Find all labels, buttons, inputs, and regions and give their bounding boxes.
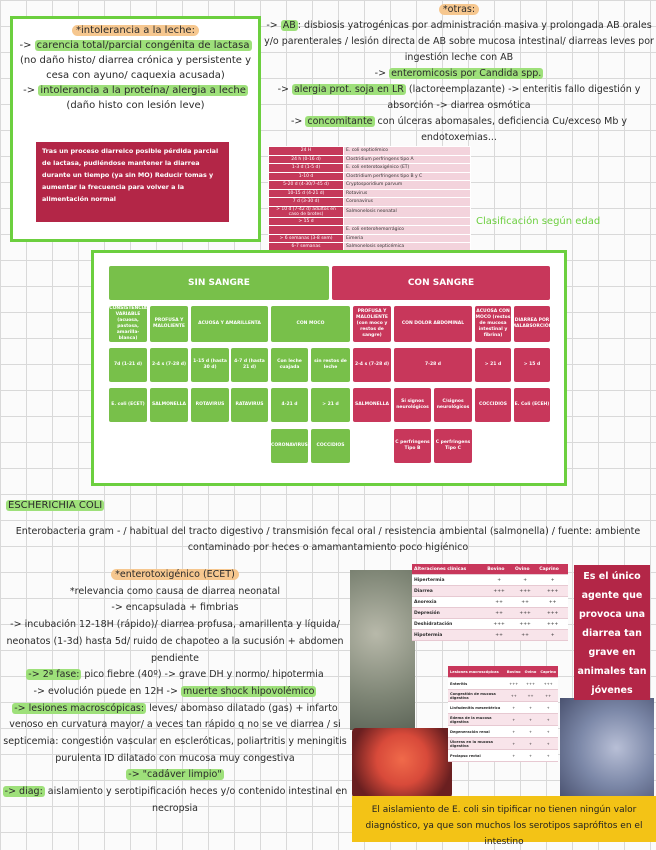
ecoli-description: Enterobacteria gram - / habitual del tracto digestivo / transmisión fecal oral / resistencia ambiental (salmonella) / fuente: ambiente contaminado por heces o amamantamiento poco higiénico xyxy=(15,526,641,553)
agent-name: Clostridium perfringens tipo A xyxy=(344,155,471,164)
g4-1: CORONAVIRUS xyxy=(271,429,308,463)
table-cell: + xyxy=(537,630,568,641)
table-cell: + xyxy=(538,726,558,738)
table-cell: Deshidratación xyxy=(412,619,485,630)
table-cell: +++ xyxy=(538,678,558,690)
con-sangre-header: CON SANGRE xyxy=(332,266,550,300)
agent-name: Salmonelosis neonatal xyxy=(344,206,471,217)
age-row xyxy=(269,164,471,173)
table-cell: + xyxy=(523,750,539,762)
table-cell: +++ xyxy=(537,619,568,630)
table-cell: +++ xyxy=(485,619,513,630)
r3-4: COCCIDIOS xyxy=(475,388,511,422)
table-row xyxy=(448,726,558,738)
age-range: > 6 semanas (3-8 sem) xyxy=(269,234,344,243)
abomasum-photo xyxy=(560,698,654,798)
ecet-l6: -> lesiones macroscópicas: leves/ abomaso dilatado (gas) + infarto venoso en curvatura mayor/ a veces tan rápido q no se ve diarrea / si septicemia: congestión vascular en escleróticas, poliartritis y meningitis purulenta ID dilatado con mucosa muy congestiva xyxy=(3,702,347,764)
age-range: 1-3 d (1-5 d) xyxy=(269,164,344,173)
age-row xyxy=(269,155,471,164)
table-header-cell: Alteraciones clínicas xyxy=(412,564,485,575)
r3-1: SALMONELLA xyxy=(353,388,391,422)
g2-6: sin restos de leche xyxy=(311,348,350,382)
lactose-title: *intolerancia a la leche: xyxy=(72,25,199,36)
ecet-l5: -> evolución puede en 12H -> muerte shock hipovolémico xyxy=(33,685,315,697)
age-range: > 10 d (7-42 d) adultos en caso de brotes) xyxy=(269,206,344,217)
table-cell: +++ xyxy=(505,678,523,690)
age-range: 7 d (3-30 d) xyxy=(269,198,344,207)
agent-name: Clostridium perfringens tipo B y C xyxy=(344,172,471,181)
table-cell: + xyxy=(505,738,523,750)
g1-2: PROFUSA Y MALOLIENTE xyxy=(150,306,188,342)
g1-3: ACUOSA Y AMARILLENTA xyxy=(191,306,268,342)
age-range: > 15 d xyxy=(269,217,344,226)
ecet-l2: -> encapsulada + fimbrias xyxy=(111,602,239,614)
intestine-photo xyxy=(352,728,452,798)
macroscopic-lesions-table xyxy=(448,666,558,762)
table-row xyxy=(448,678,558,690)
r2-1: 2-4 s (7-28 d) xyxy=(353,348,391,382)
table-header-cell: Caprino xyxy=(537,564,568,575)
g3-2: SALMONELLA xyxy=(150,388,188,422)
ecet-l3: -> incubación 12-18H (rápido)/ diarrea profusa, amarillenta y líquida/ neonatos (1-3d) hasta 5d/ ruido de chapoteo a la sucusión + abdomen pendiente xyxy=(6,619,344,664)
table-cell: +++ xyxy=(513,619,537,630)
table-cell: Diarrea xyxy=(412,586,485,597)
table-header-cell: Ovino xyxy=(523,666,539,678)
table-row xyxy=(412,575,568,586)
notes-candida: -> enteromicosis por Candida spp. xyxy=(374,68,542,79)
table-row xyxy=(412,586,568,597)
table-header xyxy=(412,564,568,575)
age-row xyxy=(269,206,471,217)
table-row xyxy=(412,608,568,619)
table-row xyxy=(448,702,558,714)
age-row xyxy=(269,189,471,198)
table-cell: + xyxy=(537,575,568,586)
age-range: 24 h (0-16 d) xyxy=(269,155,344,164)
table-cell: Degeneración renal xyxy=(448,726,505,738)
table-cell: + xyxy=(505,702,523,714)
g2-1: 7d (1-21 d) xyxy=(109,348,147,382)
table-cell: ++ xyxy=(485,608,513,619)
age-row xyxy=(269,172,471,181)
table-cell: + xyxy=(538,702,558,714)
table-cell: Anorexia xyxy=(412,597,485,608)
r1-1: PROFUSA Y MALOLIENTE (con moco y restos de sangre) xyxy=(353,306,391,342)
table-row xyxy=(448,690,558,702)
age-range: 1-10 d xyxy=(269,172,344,181)
agent-name: Rotavirus xyxy=(344,189,471,198)
age-classification-table xyxy=(268,146,471,252)
table-cell: +++ xyxy=(537,608,568,619)
agent-name: Salmonelosis septicémica xyxy=(344,243,471,252)
ecet-l4: -> 2ª fase: pico fiebre (40º) -> grave DH y normo/ hipotermia xyxy=(28,669,324,681)
r2-2: 7-28 d xyxy=(394,348,472,382)
g1-4: CON MOCO xyxy=(271,306,350,342)
table-cell: +++ xyxy=(537,586,568,597)
table-cell: + xyxy=(523,738,539,750)
g3-5: 4-21 d xyxy=(271,388,308,422)
lactase-loss-card: Tras un proceso diarreico posible pérdida parcial de lactasa, pudiéndose mantener la diarrea durante un tiempo (ya sin MO) Reducir tomas y aumentar la frecuencia para volver a la alimentación normal xyxy=(36,142,229,222)
table-cell: Depresión xyxy=(412,608,485,619)
table-cell: ++ xyxy=(538,690,558,702)
table-cell: ++ xyxy=(537,597,568,608)
table-row xyxy=(412,619,568,630)
table-cell: + xyxy=(523,726,539,738)
ecet-notes xyxy=(0,567,350,818)
g3-6: > 21 d xyxy=(311,388,350,422)
table-cell: + xyxy=(505,726,523,738)
notes-title: *otras: xyxy=(439,4,479,15)
table-cell: + xyxy=(538,738,558,750)
age-range: 10-15 d (4-21 d) xyxy=(269,189,344,198)
lactose-line2: -> intolerancia a la proteína/ alergia a leche (daño histo con lesión leve) xyxy=(23,85,246,111)
table-header-cell: Bovino xyxy=(485,564,513,575)
table-cell: ++ xyxy=(513,630,537,641)
age-row xyxy=(269,217,471,226)
age-range: 24 H xyxy=(269,147,344,156)
table-cell: ++ xyxy=(513,597,537,608)
g2-5: Con leche cuajada xyxy=(271,348,308,382)
table-row xyxy=(448,714,558,726)
table-cell: + xyxy=(505,714,523,726)
r1-3: ACUOSA CON MOCO (restos de mucosa intestinal y fibrina) xyxy=(475,306,511,342)
table-row xyxy=(448,738,558,750)
g3-1: E. coli (ECET) xyxy=(109,388,147,422)
table-cell: Edema de la mucosa digestiva xyxy=(448,714,505,726)
table-cell: Hipotermia xyxy=(412,630,485,641)
table-header xyxy=(448,666,558,678)
g2-4: 4-7 d (hasta 21 d) xyxy=(231,348,268,382)
table-cell: ++ xyxy=(523,690,539,702)
notes-ab: -> AB : disbiosis yatrogénicas por administración masiva y prolongada AB orales y/o parenterales / lesión directa de AB sobre mucosa intestinal/ diarreas leves por ingestión leche con AB xyxy=(264,20,654,63)
table-cell: + xyxy=(513,575,537,586)
table-cell: + xyxy=(523,702,539,714)
r1-2: CON DOLOR ABDOMINAL xyxy=(394,306,472,342)
r4-2: C perfringens Tipo C xyxy=(434,429,472,463)
table-header-cell: Bovino xyxy=(505,666,523,678)
table-cell: + xyxy=(523,714,539,726)
g4-2: COCCIDIOS xyxy=(311,429,350,463)
r2-4: > 15 d xyxy=(514,348,550,382)
table-header-cell: Ovino xyxy=(513,564,537,575)
notes-concomitant: -> concomitante con úlceras abomasales, deficiencia Cu/exceso Mb y endotoxemias... xyxy=(290,116,628,143)
table-cell: ++ xyxy=(505,690,523,702)
table-cell: Hipertermia xyxy=(412,575,485,586)
other-causes-notes xyxy=(262,2,656,146)
g2-3: 1-15 d (hasta 30 d) xyxy=(191,348,229,382)
age-row xyxy=(269,147,471,156)
age-row xyxy=(269,198,471,207)
g3-4: RATAVIRUS xyxy=(231,388,268,422)
ecet-l7: -> "cadáver limpio" xyxy=(128,769,222,781)
table-cell: Prolapso rectal xyxy=(448,750,505,762)
agent-name: E. coli enterotoxigénico (ET) xyxy=(344,164,471,173)
table-cell: Linfadenitis mesentérica xyxy=(448,702,505,714)
sin-sangre-header: SIN SANGRE xyxy=(109,266,329,300)
table-row xyxy=(412,630,568,641)
agent-name xyxy=(344,217,471,226)
only-agent-card: Es el único agente que provoca una diarrea tan grave en animales tan jóvenes xyxy=(574,565,650,700)
agent-name: E. coli septicémico xyxy=(344,147,471,156)
ecet-title: *enterotoxigénico (ECET) xyxy=(111,569,239,580)
agent-name: E. coli enterohemorrágico xyxy=(344,226,471,235)
g1-1: CONSISTENCIA VARIABLE (acuosa, pastosa, amarilla-blanca) xyxy=(109,306,147,341)
age-range: 5-20 d (4-30/7-45 d) xyxy=(269,181,344,190)
table-cell: ++ xyxy=(485,597,513,608)
age-row xyxy=(269,234,471,243)
age-row xyxy=(269,181,471,190)
isolation-note: El aislamiento de E. coli sin tipificar no tienen ningún valor diagnóstico, ya que son muchos los serotipos saprófitos en el intestino xyxy=(352,796,656,842)
table-cell: + xyxy=(538,714,558,726)
r4-1: C perfringens Tipo B xyxy=(394,429,431,463)
age-classification-label: Clasificación según edad xyxy=(476,216,601,227)
agent-name: Coronavirus xyxy=(344,198,471,207)
table-cell: +++ xyxy=(485,586,513,597)
table-cell: +++ xyxy=(513,586,537,597)
table-header-cell: Lesiones macroscópicas xyxy=(448,666,505,678)
table-cell: + xyxy=(505,750,523,762)
r1-4: DIARREA POR MALABSORCIÓN xyxy=(514,306,550,342)
table-row xyxy=(412,597,568,608)
table-cell: + xyxy=(538,750,558,762)
table-cell: Úlceras en la mucosa digestiva xyxy=(448,738,505,750)
agent-name: Eimeria xyxy=(344,234,471,243)
stool-photo xyxy=(350,570,415,730)
agent-name: Cryptosporidium parvum xyxy=(344,181,471,190)
r3-3: C/signos neurológicos xyxy=(434,388,472,422)
r3-2: Sí signos neurológicos xyxy=(394,388,431,422)
ecet-l8: -> diag: aislamiento y serotipificación heces y/o contenido intestinal en necropsia xyxy=(4,786,348,814)
ecet-l1: *relevancia como causa de diarrea neonatal xyxy=(69,585,281,597)
age-row xyxy=(269,226,471,235)
g2-2: 2-4 s (7-28 d) xyxy=(150,348,188,382)
table-cell: + xyxy=(485,575,513,586)
diarrhea-classification-diagram xyxy=(91,250,567,486)
table-cell: +++ xyxy=(513,608,537,619)
age-range: 6-7 semanas xyxy=(269,243,344,252)
age-range xyxy=(269,226,344,235)
table-row xyxy=(448,750,558,762)
table-cell: +++ xyxy=(523,678,539,690)
table-header-cell: Caprino xyxy=(538,666,558,678)
r3-5: E. Coli (ECEH) xyxy=(514,388,550,422)
ecoli-title: ESCHERICHIA COLI xyxy=(8,500,103,511)
lactose-line1: -> carencia total/parcial congénita de lactasa (no daño histo/ diarrea crónica y persistente y cesa con ayuno/ caquexia acusada) xyxy=(19,40,251,81)
notes-soy: -> alergia prot. soja en LR (lactoreemplazante) -> enteritis fallo digestión y absorción -> diarrea osmótica xyxy=(277,84,641,111)
clinical-alterations-table xyxy=(412,564,568,641)
table-cell: Enteritis xyxy=(448,678,505,690)
table-cell: ++ xyxy=(485,630,513,641)
table-cell: Congestión de mucosa digestiva xyxy=(448,690,505,702)
g3-3: ROTAVIRUS xyxy=(191,388,229,422)
r2-3: > 21 d xyxy=(475,348,511,382)
